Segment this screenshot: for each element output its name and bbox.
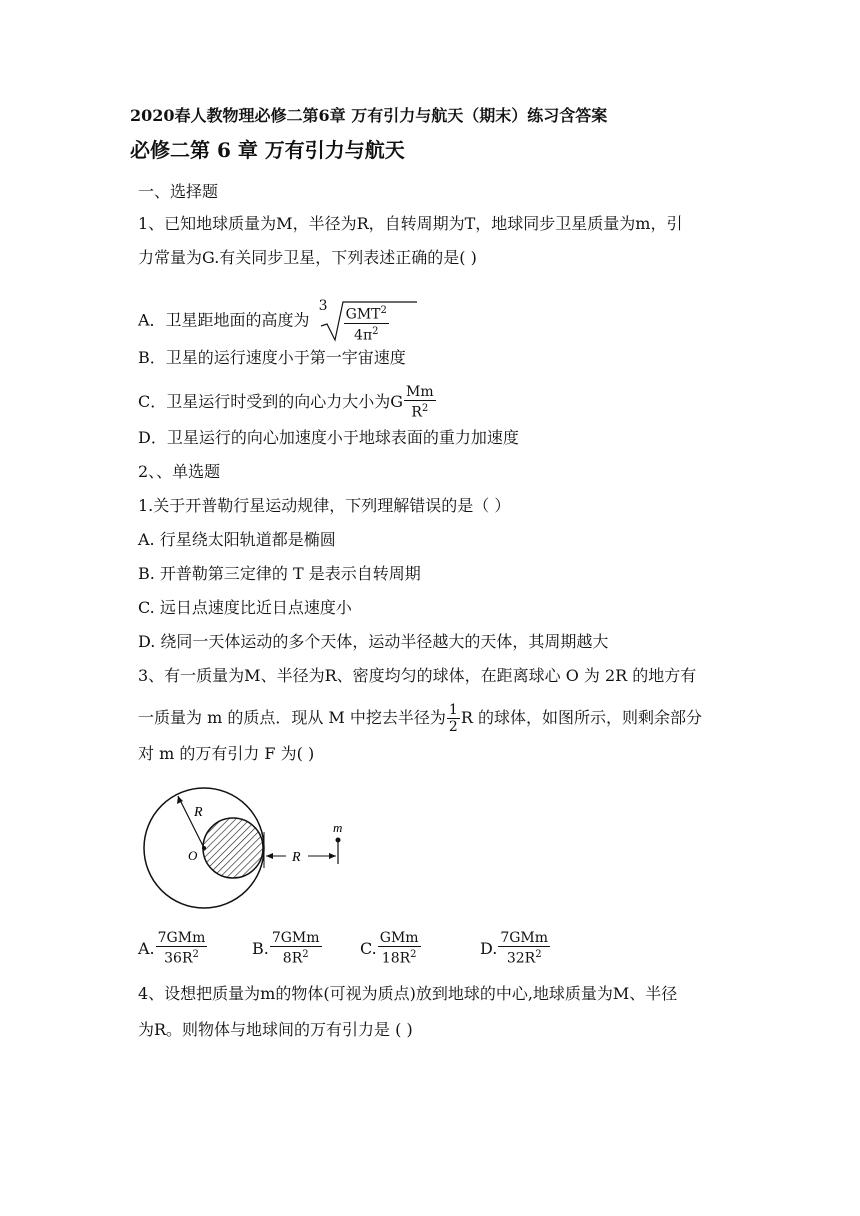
q1-option-a-text: A．卫星距地面的高度为 bbox=[138, 310, 310, 330]
q1-stem-line1: 1、已知地球质量为M，半径为R，自转周期为T，地球同步卫星质量为m，引 bbox=[138, 214, 683, 233]
left-arrow-icon bbox=[266, 853, 273, 859]
label-O: O bbox=[188, 848, 198, 863]
hollow-cavity bbox=[203, 818, 263, 878]
q3-stem-line3: 对 m 的万有引力 F 为( ) bbox=[138, 744, 315, 763]
chapter-title: 必修二第 6 章 万有引力与航天 bbox=[130, 138, 405, 162]
q2-option-c: C. 远日点速度比近日点速度小 bbox=[138, 598, 352, 617]
sphere-figure bbox=[138, 782, 368, 916]
q4-stem-line1: 4、设想把质量为m的物体(可视为质点)放到地球的中心,地球质量为M、半径 bbox=[138, 984, 678, 1003]
section-heading-single: 2、、单选题 bbox=[138, 462, 221, 481]
q1-option-c-text: C．卫星运行时受到的向心力大小为G bbox=[138, 391, 404, 411]
root-index: 3 bbox=[318, 298, 328, 314]
label-R-radius: R bbox=[194, 805, 203, 820]
q2-stem: 1.关于开普勒行星运动规律，下列理解错误的是（ ） bbox=[138, 496, 511, 515]
q2-option-b: B. 开普勒第三定律的 T 是表示自转周期 bbox=[138, 564, 421, 583]
radicand bbox=[343, 303, 390, 343]
q3-option-c: C. $\frac{\text{GMm}}{18R^2}$ bbox=[360, 930, 419, 967]
radicand-fraction: $\frac{GMT^2}{4\pi^2}$ bbox=[345, 305, 387, 344]
radius-arrow-icon bbox=[177, 796, 183, 804]
q2-option-a: A. 行星绕太阳轨道都是椭圆 bbox=[138, 530, 336, 549]
right-arrow-icon bbox=[329, 853, 336, 859]
q1-stem-line2: 力常量为G.有关同步卫星，下列表述正确的是( ) bbox=[138, 248, 477, 267]
q1-option-b: B．卫星的运行速度小于第一宇宙速度 bbox=[138, 348, 406, 367]
sphere-diagram bbox=[138, 782, 368, 912]
label-m: m bbox=[333, 820, 343, 835]
q3-options bbox=[138, 930, 738, 974]
q2-option-d: D. 绕同一天体运动的多个天体，运动半径越大的天体，其周期越大 bbox=[138, 632, 609, 651]
document-title: 2020春人教物理必修二第6章 万有引力与航天（期末）练习含答案 bbox=[130, 106, 608, 125]
q3-option-b: B. $\frac{\text{7GMm}}{8R^2}$ bbox=[252, 930, 320, 967]
radius-line bbox=[178, 796, 204, 848]
radicand-numerator: GMT bbox=[345, 306, 381, 323]
q3-option-a: A. $\frac{\text{7GMm}}{36R^2}$ bbox=[138, 930, 206, 967]
half-fraction: $\frac{1}{2}$ bbox=[448, 702, 458, 735]
q1-option-c bbox=[138, 384, 437, 421]
q1-option-c-fraction: $\frac{Mm}{R^2}$ bbox=[406, 384, 434, 421]
label-R-distance: R bbox=[292, 850, 301, 865]
q1-option-a bbox=[138, 300, 419, 342]
cube-root-expression bbox=[319, 300, 419, 342]
q1-option-d: D．卫星运行的向心加速度小于地球表面的重力加速度 bbox=[138, 428, 519, 447]
mass-point bbox=[336, 838, 341, 843]
center-point bbox=[202, 846, 206, 850]
section-heading-choice: 一、选择题 bbox=[138, 182, 219, 201]
q3-stem-line1: 3、有一质量为M、半径为R、密度均匀的球体，在距离球心 O 为 2R 的地方有 bbox=[138, 666, 697, 685]
q4-stem-line2: 为R。则物体与地球间的万有引力是 ( ) bbox=[138, 1020, 413, 1039]
radicand-denominator: 4π bbox=[354, 327, 373, 344]
q3-option-d: D. $\frac{\text{7GMm}}{32R^2}$ bbox=[480, 930, 549, 967]
q3-stem-line2: 一质量为 m 的质点．现从 M 中挖去半径为 $\frac{1}{2}$ R 的球体，如图所示，则剩余部分 bbox=[138, 702, 702, 735]
